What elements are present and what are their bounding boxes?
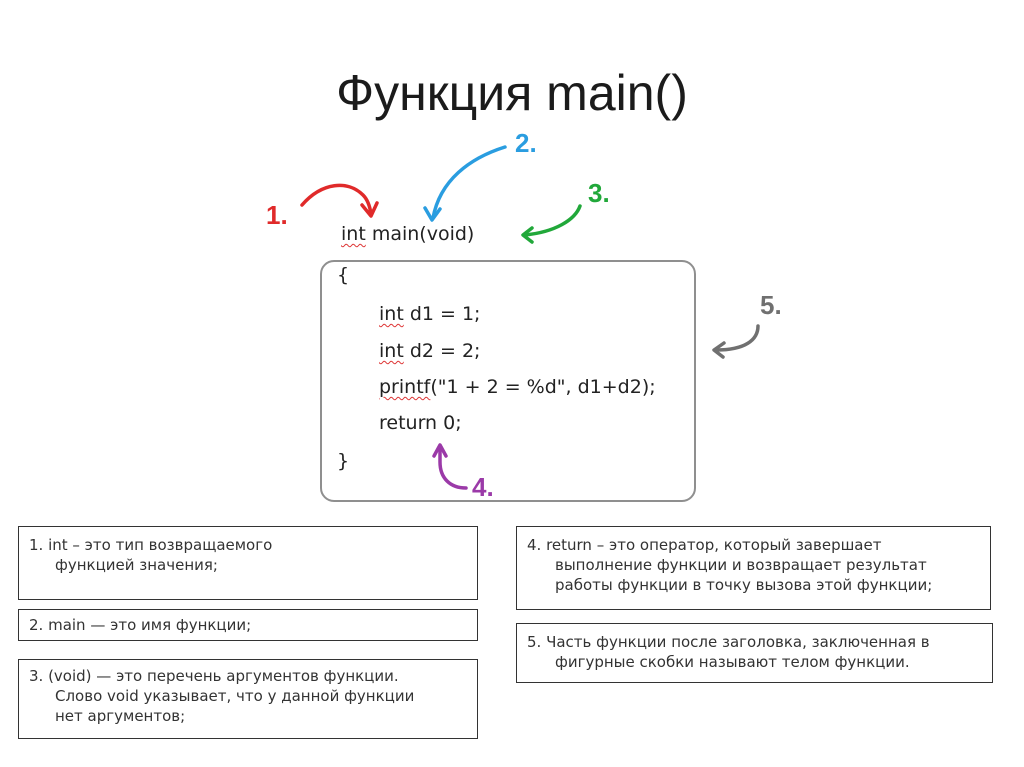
note-4-line-3: работы функции в точку вызова этой функции; — [555, 576, 933, 594]
note-5-line-2: фигурные скобки называют телом функции. — [555, 653, 910, 671]
note-3 — [18, 659, 478, 739]
code-open-brace: { — [337, 264, 350, 286]
arrow-1-icon — [302, 185, 371, 214]
code-line-3-rest: ("1 + 2 = %d", d1+d2); — [430, 376, 656, 398]
note-4-line-2: выполнение функции и возвращает результат — [555, 556, 927, 574]
code-signature-rest: main(void) — [365, 223, 475, 245]
marker-4: 4. — [472, 472, 494, 502]
code-int-keyword: int — [341, 223, 366, 245]
marker-5: 5. — [760, 290, 782, 320]
marker-3: 3. — [588, 178, 610, 208]
note-3-line-3: нет аргументов; — [55, 707, 186, 725]
note-1 — [18, 526, 478, 600]
note-5 — [516, 623, 993, 683]
note-1-line-2: функцией значения; — [55, 556, 218, 574]
note-3-line-1: 3. (void) — это перечень аргументов функции. — [29, 667, 399, 685]
code-line-1-rest: d1 = 1; — [403, 303, 481, 325]
code-line-1-kw: int — [379, 303, 404, 325]
note-4 — [516, 526, 991, 610]
arrow-3-icon — [525, 206, 580, 235]
code-close-brace: } — [337, 450, 350, 472]
arrow-5-icon — [716, 326, 758, 350]
marker-2: 2. — [515, 128, 537, 158]
note-4-line-1: 4. return – это оператор, который завершает — [527, 536, 882, 554]
note-2-line-1: 2. main — это имя функции; — [29, 616, 252, 634]
code-line-2-rest: d2 = 2; — [403, 340, 481, 362]
slide-title: Функция main() — [336, 65, 688, 121]
code-line-4: return 0; — [379, 412, 462, 434]
code-line-2-kw: int — [379, 340, 404, 362]
note-5-line-1: 5. Часть функции после заголовка, заключенная в — [527, 633, 930, 651]
arrow-2-icon — [433, 147, 505, 218]
note-3-line-2: Слово void указывает, что у данной функции — [55, 687, 415, 705]
marker-1: 1. — [266, 200, 288, 230]
note-1-line-1: 1. int – это тип возвращаемого — [29, 536, 273, 554]
note-2 — [18, 609, 478, 641]
code-line-3-kw: printf — [379, 376, 431, 398]
